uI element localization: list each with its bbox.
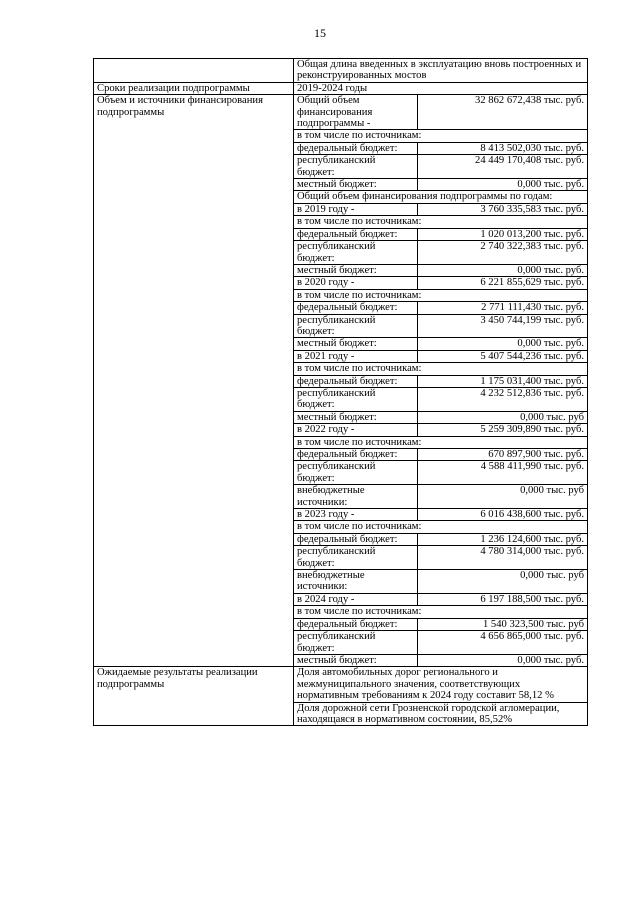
source-label: местный бюджет: xyxy=(294,654,418,666)
year-source-row xyxy=(294,533,587,545)
source-label: республиканский бюджет: xyxy=(294,387,418,411)
source-value: 670 897,900 тыс. руб. xyxy=(418,449,588,461)
indicators-right-cell xyxy=(294,59,588,83)
funding-total-row xyxy=(294,95,587,130)
funding-federal-row xyxy=(294,142,587,154)
year-incl-sources: в том числе по источникам: xyxy=(294,289,587,301)
source-label: республиканский бюджет: xyxy=(294,546,418,570)
year-source-row xyxy=(294,485,587,509)
year-source-row xyxy=(294,314,587,338)
source-value: 1 540 323,500 тыс. руб xyxy=(418,618,588,630)
funding-total-label: Общий объем финансирования подпрограммы - xyxy=(294,95,418,130)
source-label: республиканский бюджет: xyxy=(294,631,418,655)
indicators-row xyxy=(94,59,588,83)
year-incl-row xyxy=(294,606,587,618)
page-number: 15 xyxy=(314,26,326,40)
year-source-row xyxy=(294,654,587,666)
year-total-row xyxy=(294,277,587,289)
results-cell xyxy=(294,667,588,726)
funding-details-cell xyxy=(294,95,588,667)
source-value: 4 588 411,990 тыс. руб. xyxy=(418,461,588,485)
year-label: в 2019 году - xyxy=(294,203,418,215)
year-source-row xyxy=(294,570,587,594)
funding-row xyxy=(94,95,588,667)
source-value: 1 020 013,200 тыс. руб. xyxy=(418,228,588,240)
period-row xyxy=(94,82,588,94)
year-incl-sources: в том числе по источникам: xyxy=(294,606,587,618)
source-label: республиканский бюджет: xyxy=(294,461,418,485)
funding-by-years-row xyxy=(294,191,587,203)
source-value: 0,000 тыс. руб. xyxy=(418,264,588,276)
year-source-row xyxy=(294,631,587,655)
year-incl-row xyxy=(294,216,587,228)
subprogram-passport-table xyxy=(93,58,588,726)
source-label: федеральный бюджет: xyxy=(294,302,418,314)
year-source-row xyxy=(294,375,587,387)
funding-by-years-heading: Общий объем финансирования подпрограммы по годам: xyxy=(294,191,587,203)
year-source-row xyxy=(294,387,587,411)
year-total-value: 5 407 544,236 тыс. руб. xyxy=(418,350,588,362)
year-incl-sources: в том числе по источникам: xyxy=(294,436,587,448)
funding-republic-value: 24 449 170,408 тыс. руб. xyxy=(418,155,588,179)
funding-label: Объем и источники финансирования подпрограммы xyxy=(94,95,294,667)
results-label: Ожидаемые результаты реализации подпрограммы xyxy=(94,667,294,726)
results-row xyxy=(94,667,588,726)
year-label: в 2020 году - xyxy=(294,277,418,289)
year-source-row xyxy=(294,228,587,240)
year-incl-sources: в том числе по источникам: xyxy=(294,216,587,228)
funding-total-value: 32 862 672,438 тыс. руб. xyxy=(475,95,584,107)
source-value: 1 236 124,600 тыс. руб. xyxy=(418,533,588,545)
source-value: 0,000 тыс. руб xyxy=(418,485,588,509)
year-incl-row xyxy=(294,436,587,448)
source-value: 1 175 031,400 тыс. руб. xyxy=(418,375,588,387)
year-incl-sources: в том числе по источникам: xyxy=(294,363,587,375)
source-value: 4 232 512,836 тыс. руб. xyxy=(418,387,588,411)
year-total-value: 5 259 309,890 тыс. руб. xyxy=(418,424,588,436)
funding-incl-sources: в том числе по источникам: xyxy=(294,130,587,142)
year-total-value: 6 016 438,600 тыс. руб. xyxy=(418,509,588,521)
year-total-row xyxy=(294,350,587,362)
year-source-row xyxy=(294,461,587,485)
year-label: в 2024 году - xyxy=(294,593,418,605)
source-label: местный бюджет: xyxy=(294,411,418,423)
source-value: 2 740 322,383 тыс. руб. xyxy=(418,241,588,265)
source-label: федеральный бюджет: xyxy=(294,375,418,387)
source-value: 3 450 744,199 тыс. руб. xyxy=(418,314,588,338)
source-value: 4 780 314,000 тыс. руб. xyxy=(418,546,588,570)
year-total-row xyxy=(294,203,587,215)
year-incl-row xyxy=(294,289,587,301)
result-item: Доля автомобильных дорог регионального и межмуниципального значения, соответствующих нормативным требованиям к 2024 году составит 58,12 % xyxy=(297,667,554,702)
period-label: Сроки реализации подпрограммы xyxy=(94,82,294,94)
source-label: местный бюджет: xyxy=(294,264,418,276)
year-total-value: 6 221 855,629 тыс. руб. xyxy=(418,277,588,289)
source-value: 0,000 тыс. руб. xyxy=(418,338,588,350)
year-source-row xyxy=(294,302,587,314)
source-label: федеральный бюджет: xyxy=(294,228,418,240)
year-incl-row xyxy=(294,363,587,375)
funding-incl-row xyxy=(294,130,587,142)
period-value-cell xyxy=(294,82,588,94)
year-label: в 2022 году - xyxy=(294,424,418,436)
period-value: 2019-2024 годы xyxy=(297,82,368,94)
year-total-value: 6 197 188,500 тыс. руб. xyxy=(418,593,588,605)
year-label: в 2021 году - xyxy=(294,350,418,362)
year-incl-sources: в том числе по источникам: xyxy=(294,521,587,533)
source-label: местный бюджет: xyxy=(294,338,418,350)
year-total-row xyxy=(294,424,587,436)
year-source-row xyxy=(294,241,587,265)
source-label: республиканский бюджет: xyxy=(294,241,418,265)
year-source-row xyxy=(294,338,587,350)
year-total-value: 3 760 335,583 тыс. руб. xyxy=(418,203,588,215)
indicators-left-cell xyxy=(94,59,294,83)
funding-local-row xyxy=(294,179,587,191)
funding-federal-label: федеральный бюджет: xyxy=(294,142,418,154)
source-value: 0,000 тыс. руб xyxy=(418,411,588,423)
source-value: 2 771 111,430 тыс. руб. xyxy=(418,302,588,314)
source-label: внебюджетные источники: xyxy=(294,570,418,594)
funding-republic-row xyxy=(294,155,587,179)
result-item: Доля дорожной сети Грозненской городской агломерации, находящаяся в нормативном состоянии, 85,52% xyxy=(294,702,587,726)
year-source-row xyxy=(294,449,587,461)
year-total-row xyxy=(294,509,587,521)
source-label: федеральный бюджет: xyxy=(294,618,418,630)
source-value: 0,000 тыс. руб xyxy=(418,570,588,594)
source-label: федеральный бюджет: xyxy=(294,533,418,545)
funding-details-table xyxy=(294,95,587,666)
year-label: в 2023 году - xyxy=(294,509,418,521)
year-total-row xyxy=(294,593,587,605)
year-source-row xyxy=(294,618,587,630)
year-incl-row xyxy=(294,521,587,533)
source-value: 0,000 тыс. руб. xyxy=(418,654,588,666)
source-label: внебюджетные источники: xyxy=(294,485,418,509)
funding-republic-label: республиканский бюджет: xyxy=(294,155,418,179)
funding-local-label: местный бюджет: xyxy=(294,179,418,191)
year-source-row xyxy=(294,264,587,276)
source-label: республиканский бюджет: xyxy=(294,314,418,338)
year-source-row xyxy=(294,546,587,570)
source-value: 4 656 865,000 тыс. руб. xyxy=(418,631,588,655)
source-label: федеральный бюджет: xyxy=(294,449,418,461)
bridges-indicator-text: Общая длина введенных в эксплуатацию вновь построенных и реконструированных мостов xyxy=(297,59,582,82)
funding-federal-value: 8 413 502,030 тыс. руб. xyxy=(418,142,588,154)
year-source-row xyxy=(294,411,587,423)
funding-local-value: 0,000 тыс. руб. xyxy=(418,179,588,191)
